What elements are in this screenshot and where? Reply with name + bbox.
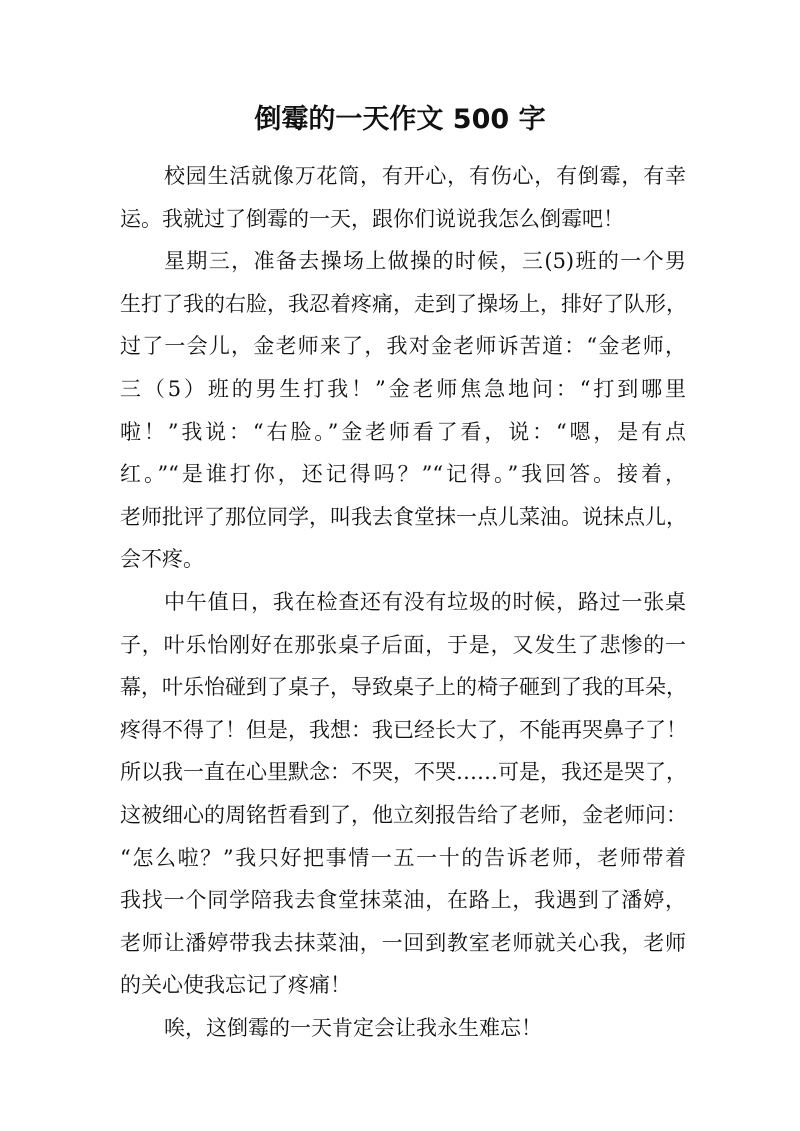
text-line: 疼得不得了！但是，我想：我已经长大了，不能再哭鼻子了！ [120, 717, 687, 742]
text-line: 校园生活就像万花筒，有开心，有伤心，有倒霉，有幸 [164, 164, 686, 188]
text-line: 这被细心的周铭哲看到了，他立刻报告给了老师，金老师问： [120, 802, 687, 827]
text-line: 运。我就过了倒霉的一天，跟你们说说我怎么倒霉吧！ [120, 206, 624, 231]
essay-body [120, 155, 686, 1049]
text-line: “怎么啦？”我只好把事情一五一十的告诉老师，老师带着 [120, 845, 686, 870]
essay-title: 倒霉的一天作文 500 字 [254, 104, 546, 135]
text-line: 中午值日，我在检查还有没有垃圾的时候，路过一张桌 [164, 589, 686, 614]
text-line: 星期三，准备去操场上做操的时候，三(5)班的一个男 [164, 249, 686, 274]
text-line: 老师让潘婷带我去抹菜油，一回到教室老师就关心我，老师 [120, 930, 686, 955]
text-line: 的关心使我忘记了疼痛！ [120, 973, 351, 998]
text-line: 三（5）班的男生打我！”金老师焦急地问：“打到哪里 [120, 376, 686, 401]
text-line: 幕，叶乐怡碰到了桌子，导致桌子上的椅子砸到了我的耳朵， [120, 675, 687, 700]
text-line: 啦！”我说：“右脸。”金老师看了看，说：“嗯，是有点 [120, 419, 686, 444]
text-line: 生打了我的右脸，我忍着疼痛，走到了操场上，排好了队形， [120, 291, 687, 316]
text-line: 过了一会儿，金老师来了，我对金老师诉苦道：“金老师， [120, 334, 686, 359]
text-line: 红。”“是谁打你，还记得吗？”“记得。”我回答。接着， [120, 462, 686, 487]
text-line: 我找一个同学陪我去食堂抹菜油，在路上，我遇到了潘婷， [120, 888, 686, 913]
text-line: 唉，这倒霉的一天肯定会让我永生难忘！ [164, 1015, 542, 1040]
text-line: 会不疼。 [120, 547, 204, 572]
text-line: 所以我一直在心里默念：不哭，不哭……可是，我还是哭了， [120, 760, 687, 785]
text-line: 老师批评了那位同学，叫我去食堂抹一点儿菜油。说抹点儿， [120, 504, 687, 529]
text-line: 子，叶乐怡刚好在那张桌子后面，于是，又发生了悲惨的一 [120, 632, 686, 657]
